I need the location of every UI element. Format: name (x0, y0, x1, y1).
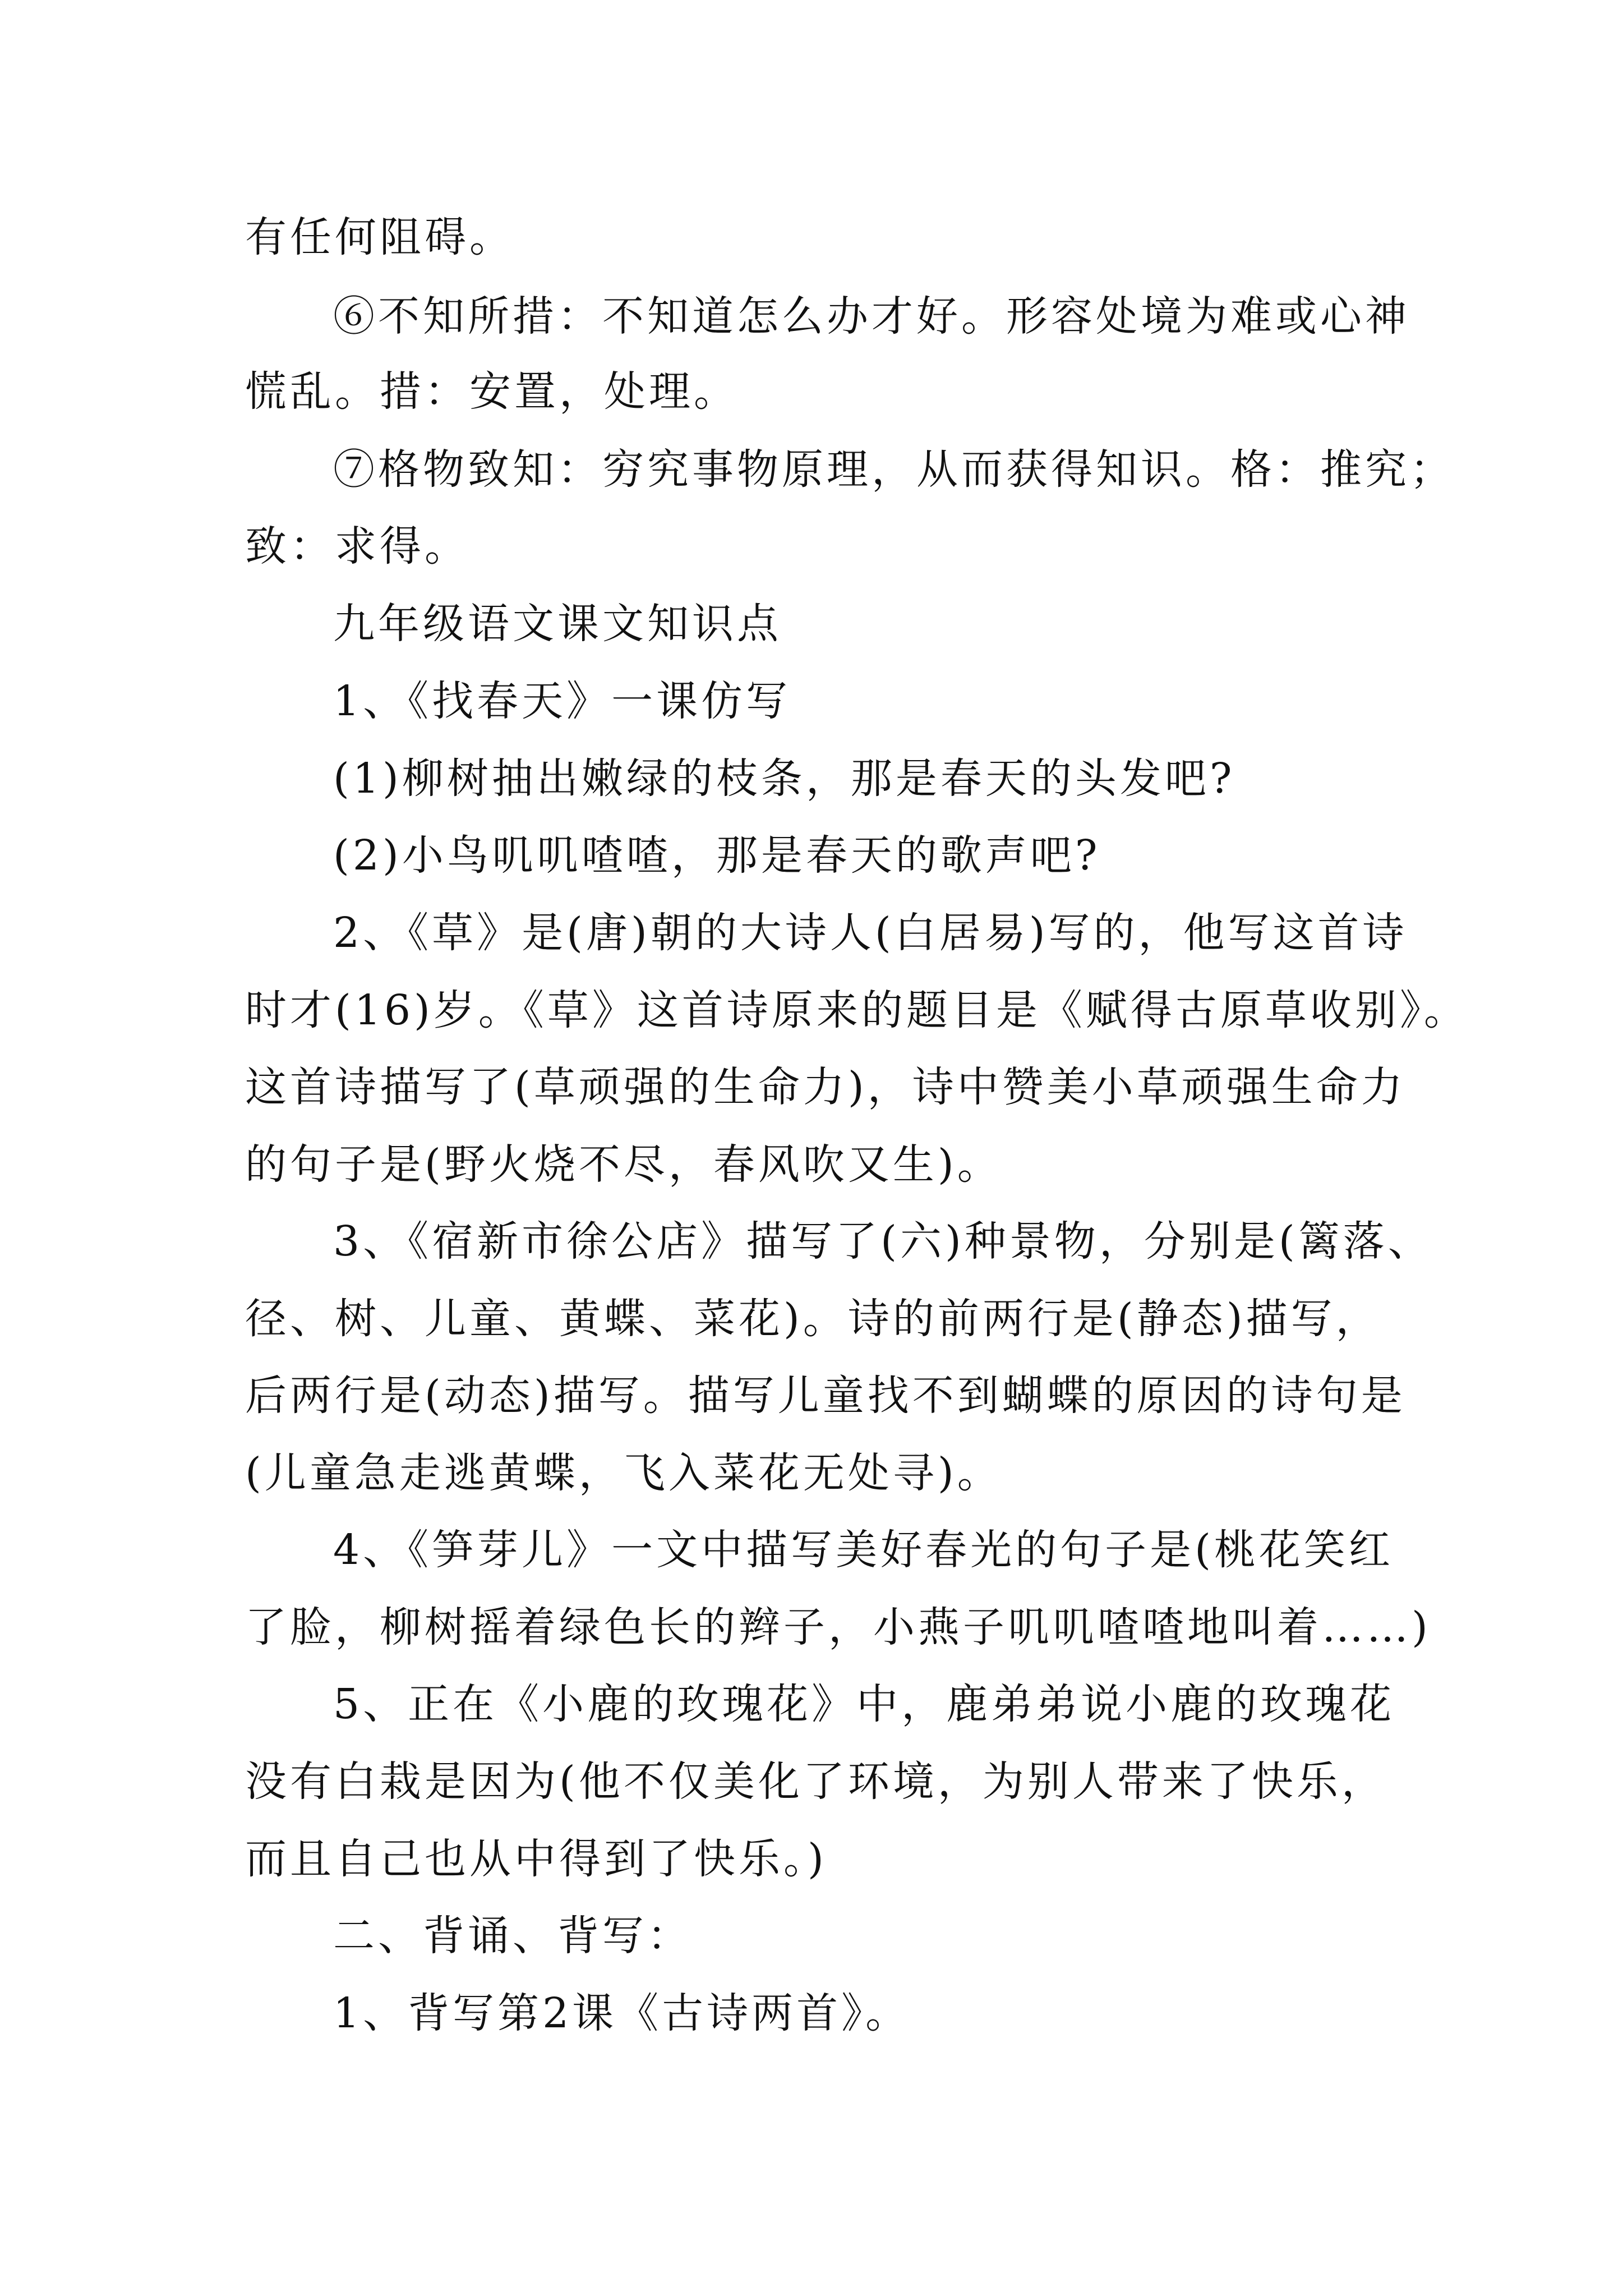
text-line: 1、背写第2课《古诗两首》。 (333, 1989, 911, 2037)
text-line: 了脸，柳树摇着绿色长的辫子，小燕子叽叽喳喳地叫着……) (245, 1603, 1431, 1651)
text-line: 1、《找春天》一课仿写 (333, 677, 791, 725)
text-line: ⑦格物致知：穷究事物原理，从而获得知识。格：推究； (333, 445, 1455, 494)
text-line: 径、树、儿童、黄蝶、菜花)。诗的前两行是(静态)描写， (245, 1295, 1381, 1343)
text-line: 致：求得。 (245, 522, 469, 570)
text-line: 慌乱。措：安置，处理。 (245, 367, 739, 416)
text-line: ⑥不知所措：不知道怎么办才好。形容处境为难或心神 (333, 292, 1410, 341)
text-line: 4、《笋芽儿》一文中描写美好春光的句子是(桃花笑红 (333, 1526, 1394, 1574)
text-line: 这首诗描写了(草顽强的生命力)，诗中赞美小草顽强生命力 (245, 1063, 1406, 1111)
text-line: 后两行是(动态)描写。描写儿童找不到蝴蝶的原因的诗句是 (245, 1372, 1406, 1420)
text-line: (2)小鸟叽叽喳喳，那是春天的歌声吧? (333, 831, 1101, 880)
text-line: 2、《草》是(唐)朝的大诗人(白居易)写的，他写这首诗 (333, 909, 1408, 957)
text-line: (1)柳树抽出嫩绿的枝条，那是春天的头发吧? (333, 754, 1235, 803)
text-line: 有任何阻碍。 (245, 213, 514, 261)
text-line: 的句子是(野火烧不尽，春风吹又生)。 (245, 1140, 1002, 1189)
text-line: (儿童急走逃黄蝶，飞入菜花无处寻)。 (245, 1449, 1002, 1497)
text-line: 时才(16)岁。《草》这首诗原来的题目是《赋得古原草收别》。 (245, 986, 1469, 1034)
text-line: 3、《宿新市徐公店》描写了(六)种景物，分别是(篱落、 (333, 1217, 1433, 1266)
text-line: 没有白栽是因为(他不仅美化了环境，为别人带来了快乐， (245, 1757, 1386, 1806)
section-title: 九年级语文课文知识点 (333, 600, 782, 648)
section-title: 二、背诵、背写： (333, 1912, 692, 1960)
text-line: 而且自己也从中得到了快乐。) (245, 1835, 827, 1883)
text-line: 5、正在《小鹿的玫瑰花》中，鹿弟弟说小鹿的玫瑰花 (333, 1680, 1395, 1728)
